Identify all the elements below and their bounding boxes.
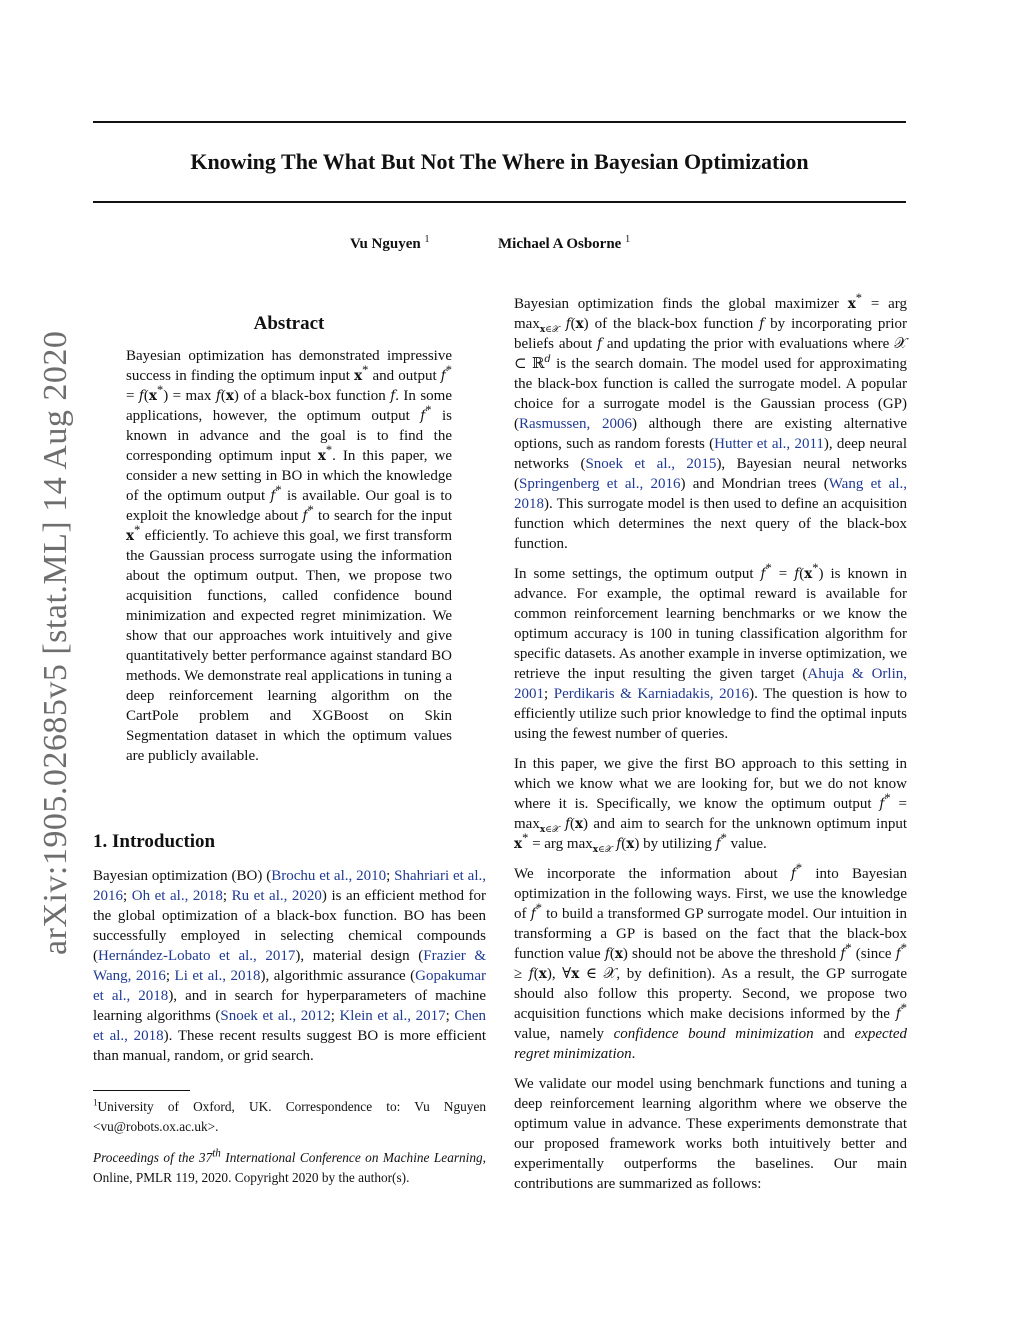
citation-link[interactable]: Rasmussen, 2006 [519,416,632,432]
paragraph-2: In some settings, the optimum output f* = f(x*) is known in advance. For example, the optimal reward is available for common reinforcement learning benchmarks or we know the optimum accuracy is 100 in tuning classification algorithm for specific datasets. As another example in inverse optimization, we retrieve the input resulting the given target (Ahuja & Orlin, 2001; Perdikaris & Karniadakis, 2016). The question is how to efficiently utilize such prior knowledge to find the optimal inputs using the fewest number of queries. [514,561,907,742]
footnote-text: University of Oxford, UK. Correspondence to: Vu Nguyen <vu@robots.ox.ac.uk>. [93,1099,486,1134]
right-column [514,291,908,1204]
citation-link[interactable]: Chen et al., 2018 [93,1008,487,1044]
paragraph-1: Bayesian optimization finds the global maximizer x* = arg $\max_{x\in 𝒳} f(x)$ of the black-box function f by incorporating prior beliefs about f and updating the prior with evaluations where 𝒳 ⊂ ℝ$^d$ is the search domain. The model used for approximating the black-box function is called the surrogate model. A popular choice for a surrogate model is the Gaussian process (GP) (Rasmussen, 2006) although there are existing alternative options, such as random forests (Hutter et al., 2011), deep neural networks (Snoek et al., 2015), Bayesian neural networks (Springenberg et al., 2016) and Mondrian trees (Wang et al., 2018). This surrogate model is then used to define an acquisition function which determines the next query of the black-box function. [514,291,908,552]
abstract-text: Bayesian optimization has demonstrated impressive success in finding the optimum input x* and output f* = f(x*) = max f(x) of a black-box function f. In some applications, however, the optimum output f* is known in advance and the goal is to find the corresponding optimum input x*. In this paper, we consider a new setting in BO in which the knowledge of the optimum output f* is available. Our goal is to exploit the knowledge about f* to search for the input x* efficiently. To achieve this goal, we first transform the Gaussian process surrogate using the information about the optimum output. Then, we propose two acquisition functions, called confidence bound minimization and expected regret minimization. We show that our approaches work intuitively and give quantitatively better performance against standard BO methods. We demonstrate real applications in tuning a deep reinforcement learning algorithm on the CartPole problem and XGBoost on Skin Segmentation dataset in which the optimum values are publicly available. [126,348,453,764]
abstract-heading: Abstract [253,313,325,334]
author-1-name: Vu Nguyen [350,236,421,252]
author-1 [350,236,429,253]
proceedings-note: Proceedings of the 37th International Conference on Machine Learning, Online, PMLR 119, 2020. Copyright 2020 by the author(s). [93,1147,486,1185]
author-2 [498,236,630,253]
author-2-name: Michael A Osborne [498,236,622,252]
citation-link[interactable]: Brochu et al., 2010 [271,868,387,884]
citation-link[interactable]: Oh et al., 2018 [131,888,223,904]
paragraph-5: We validate our model using benchmark functions and tuning a deep reinforcement learning algorithm where we observe the optimum value in advance. These experiments demonstrate that our proposed framework works both intuitively better and experimentally outperforms the baselines. Our main contributions are summarized as follows: [514,1076,907,1192]
citation-link[interactable]: Springenberg et al., 2016 [519,476,681,492]
citation-link[interactable]: Gopakumar et al., 2018 [93,968,486,1004]
citation-link[interactable]: Frazier & Wang, 2016 [93,948,487,984]
title-top-rule [93,121,906,123]
citation-link[interactable]: Snoek et al., 2012 [220,1008,331,1024]
footnote-marker: 1 [93,1097,98,1108]
citation-link[interactable]: Hernández-Lobato et al., 2017 [98,948,296,964]
intro-paragraph: Bayesian optimization (BO) (Brochu et al., 2010; Shahriari et al., 2016; Oh et al., 2018; Ru et al., 2020) is an efficient method for the global optimization of a black-box function. BO has been successfully employed in selecting chemical compounds (Hernández-Lobato et al., 2017), material design (Frazier & Wang, 2016; Li et al., 2018), algorithmic assurance (Gopakumar et al., 2018), and in search for hyperparameters of machine learning algorithms (Snoek et al., 2012; Klein et al., 2017; Chen et al., 2018). These recent results suggest BO is more efficient than manual, random, or grid search. [93,868,487,1064]
citation-link[interactable]: Wang et al., 2018 [514,476,908,512]
paragraph-4: We incorporate the information about f* into Bayesian optimization in the following ways. First, we use the knowledge of f* to build a transformed GP surrogate model. Our intuition in transforming a GP is based on the fact that the black-box function value f(x) should not be above the threshold f* (since f* ≥ f(x), ∀x ∈ 𝒳, by definition). As a result, the GP surrogate should also follow this property. Second, we propose two acquisition functions which make decisions informed by the f* value, namely confidence bound minimization and expected regret minimization. [514,861,907,1062]
author-1-affil: 1 [424,234,430,245]
arxiv-stamp: arXiv:1905.02685v5 [stat.ML] 14 Aug 2020 [37,330,74,955]
abstract [126,346,452,776]
paper-title: Knowing The What But Not The Where in Bayesian Optimization [190,149,809,174]
footnote-rule [93,1090,190,1091]
citation-link[interactable]: Snoek et al., 2015 [585,456,717,472]
intro-heading: 1. Introduction [93,831,216,852]
paragraph-3: In this paper, we give the first BO approach to this setting in which we know what we are looking for, but we do not know where it is. Specifically, we know the optimum output $f^* = \max_{x\in 𝒳} f(x)$ and aim to search for the unknown optimum input x* = arg $\max_{x\in 𝒳} f(x)$ by utilizing f* value. [514,756,907,855]
citation-link[interactable]: Ru et al., 2020 [231,888,322,904]
introduction [93,866,486,1076]
title-bottom-rule [93,201,906,203]
citation-link[interactable]: Hutter et al., 2011 [714,436,824,452]
citation-link[interactable]: Perdikaris & Karniadakis, 2016 [553,686,750,702]
citation-link[interactable]: Li et al., 2018 [174,968,261,984]
affiliation-footnote [93,1097,486,1137]
citation-link[interactable]: Shahriari et al., 2016 [93,868,486,904]
citation-link[interactable]: Klein et al., 2017 [339,1008,446,1024]
author-2-affil: 1 [625,234,631,245]
citation-link[interactable]: Ahuja & Orlin, 2001 [514,666,907,702]
